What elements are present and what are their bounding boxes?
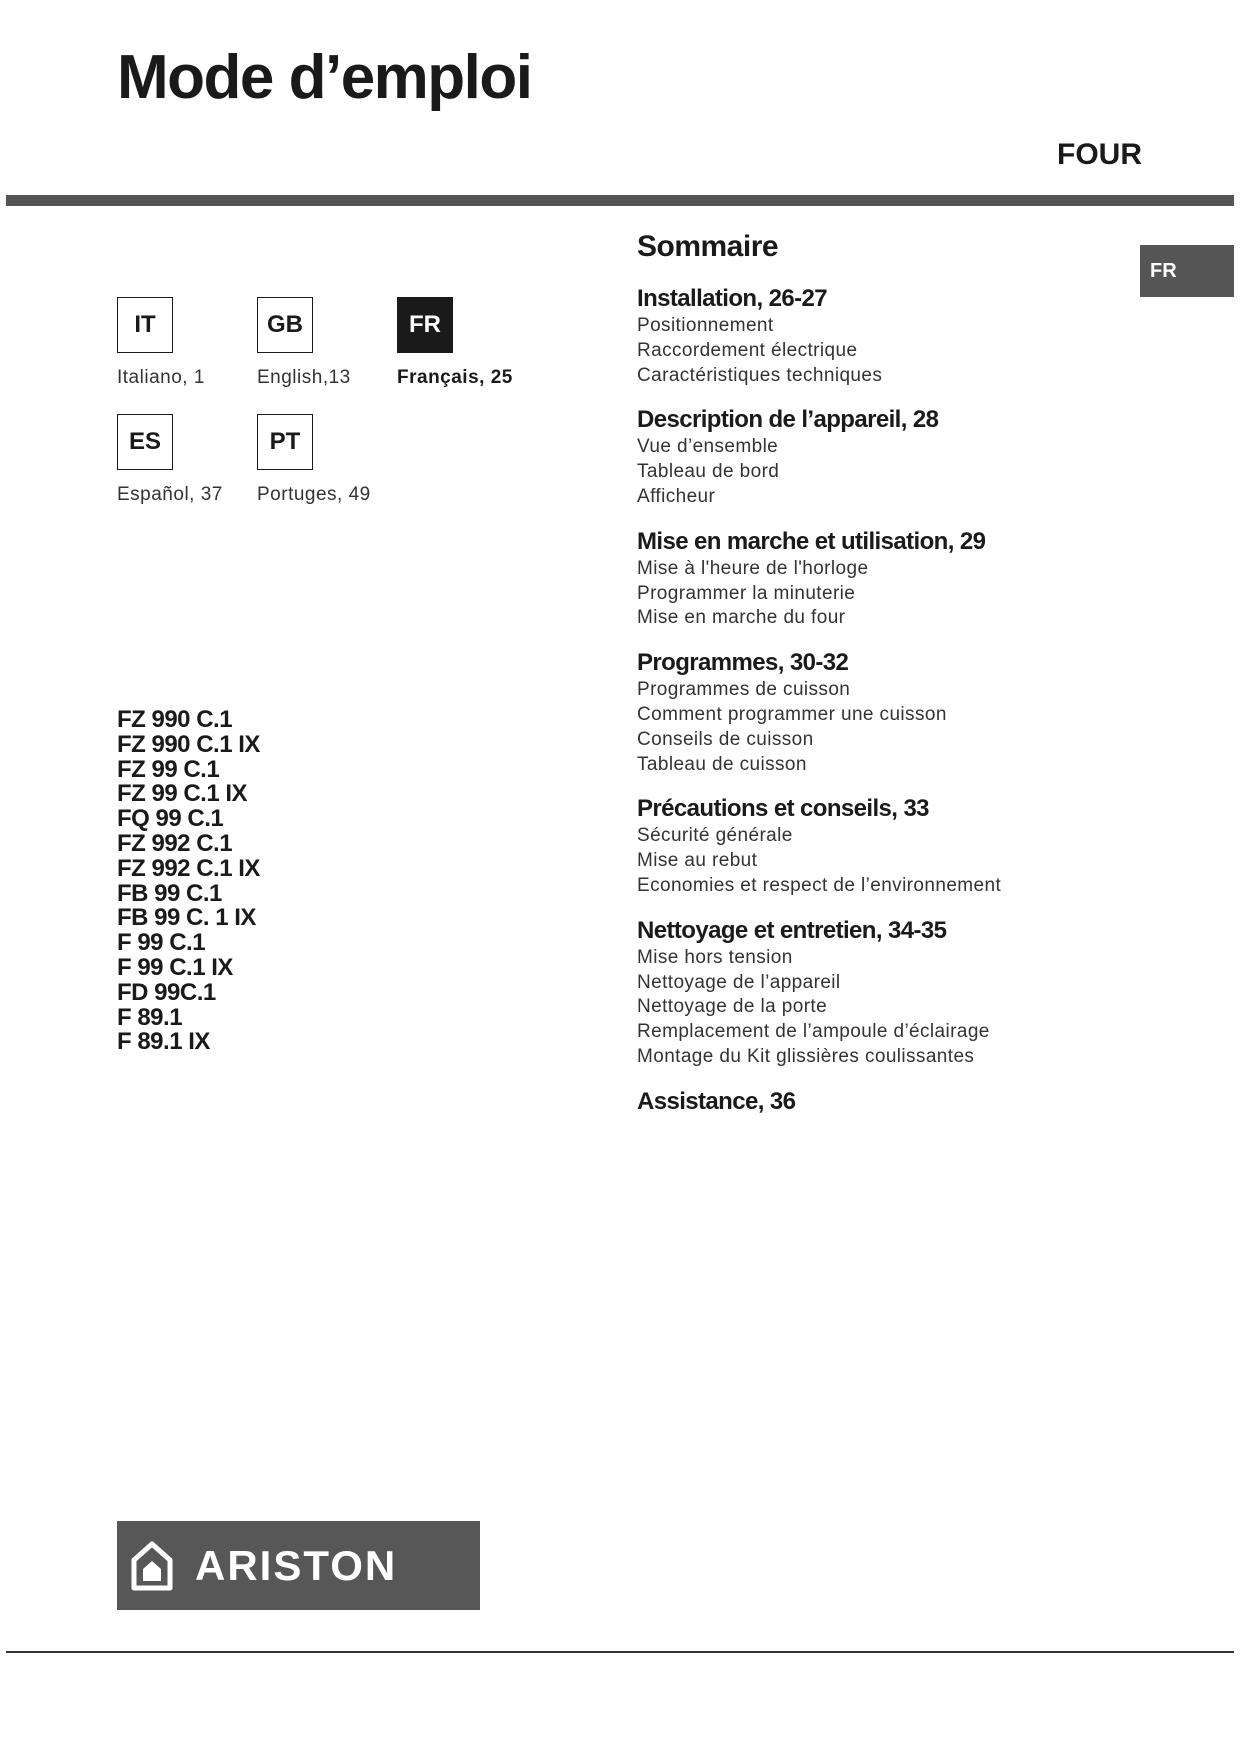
language-option-gb[interactable] bbox=[257, 297, 407, 389]
language-option-pt[interactable] bbox=[257, 414, 407, 506]
toc-section-title[interactable]: Installation, 26-27 bbox=[637, 285, 827, 312]
language-option-es[interactable] bbox=[117, 414, 267, 506]
language-code-box[interactable]: IT bbox=[117, 297, 173, 353]
language-option-it[interactable] bbox=[117, 297, 267, 389]
toc-item[interactable]: Montage du Kit glissières coulissantes bbox=[637, 1045, 975, 1067]
model-item: FD 99C.1 bbox=[117, 978, 216, 1006]
language-code-box[interactable]: ES bbox=[117, 414, 173, 470]
toc-item[interactable]: Tableau de cuisson bbox=[637, 753, 807, 775]
toc-item[interactable]: Mise au rebut bbox=[637, 850, 758, 872]
language-tab: FR bbox=[1140, 245, 1234, 297]
language-label: Español, 37 bbox=[117, 484, 223, 505]
model-item: FZ 99 C.1 IX bbox=[117, 780, 248, 808]
toc-section bbox=[637, 405, 1117, 509]
language-code-box[interactable]: FR bbox=[397, 297, 453, 353]
toc-section-title[interactable]: Description de l’appareil, 28 bbox=[637, 406, 939, 434]
toc-item[interactable]: Vue d’ensemble bbox=[637, 436, 779, 458]
toc-item[interactable]: Mise hors tension bbox=[637, 946, 793, 968]
model-item: F 89.1 IX bbox=[117, 1028, 210, 1056]
toc-section-title[interactable]: Mise en marche et utilisation, 29 bbox=[637, 527, 986, 555]
header-divider bbox=[6, 195, 1234, 206]
toc-section bbox=[637, 527, 1117, 631]
model-list bbox=[117, 708, 260, 1055]
toc-item[interactable]: Conseils de cuisson bbox=[637, 728, 814, 750]
toc-item[interactable]: Tableau de bord bbox=[637, 461, 780, 483]
toc-section bbox=[637, 1087, 1117, 1117]
model-item: FZ 990 C.1 bbox=[117, 706, 233, 733]
model-item: FB 99 C.1 bbox=[117, 879, 222, 907]
model-item: FQ 99 C.1 bbox=[117, 805, 224, 833]
model-item: FZ 992 C.1 bbox=[117, 829, 233, 857]
toc-item[interactable]: Programmes de cuisson bbox=[637, 679, 851, 701]
model-item: FB 99 C. 1 IX bbox=[117, 904, 256, 932]
toc-sections bbox=[637, 284, 1117, 1117]
toc-item[interactable]: Economies et respect de l’environnement bbox=[637, 874, 1002, 896]
toc-item[interactable]: Afficheur bbox=[637, 485, 716, 507]
language-label: English,13 bbox=[257, 367, 351, 388]
table-of-contents bbox=[637, 230, 1117, 1134]
toc-item[interactable]: Caractéristiques techniques bbox=[637, 364, 883, 386]
toc-section bbox=[637, 794, 1117, 898]
toc-section-title[interactable]: Nettoyage et entretien, 34-35 bbox=[637, 916, 947, 944]
house-icon bbox=[131, 1541, 173, 1591]
language-label: Portuges, 49 bbox=[257, 484, 371, 505]
language-code-box[interactable]: PT bbox=[257, 414, 313, 470]
page-title: Mode d’emploi bbox=[117, 43, 532, 112]
toc-section-title[interactable]: Précautions et conseils, 33 bbox=[637, 795, 929, 823]
ariston-logo bbox=[117, 1521, 480, 1610]
language-label: Français, 25 bbox=[397, 367, 513, 388]
toc-item[interactable]: Sécurité générale bbox=[637, 825, 793, 847]
model-item: F 99 C.1 IX bbox=[117, 953, 233, 981]
toc-section-title[interactable]: Programmes, 30-32 bbox=[637, 649, 849, 677]
product-type: FOUR bbox=[1057, 138, 1142, 171]
model-item: FZ 992 C.1 IX bbox=[117, 854, 260, 882]
toc-item[interactable]: Positionnement bbox=[637, 315, 774, 336]
model-item: FZ 99 C.1 bbox=[117, 755, 220, 783]
toc-section-title[interactable]: Assistance, 36 bbox=[637, 1087, 796, 1115]
toc-item[interactable]: Nettoyage de la porte bbox=[637, 996, 828, 1018]
model-item: F 89.1 bbox=[117, 1003, 183, 1031]
model-item: FZ 990 C.1 IX bbox=[117, 730, 260, 758]
toc-item[interactable]: Mise en marche du four bbox=[637, 607, 846, 629]
footer-divider bbox=[6, 1651, 1234, 1653]
toc-item[interactable]: Raccordement électrique bbox=[637, 339, 858, 361]
model-item: F 99 C.1 bbox=[117, 929, 206, 957]
toc-item[interactable]: Remplacement de l’ampoule d’éclairage bbox=[637, 1021, 990, 1043]
toc-item[interactable]: Nettoyage de l’appareil bbox=[637, 971, 841, 993]
brand-name: ARISTON bbox=[195, 1541, 398, 1589]
language-code-box[interactable]: GB bbox=[257, 297, 313, 353]
toc-heading: Sommaire bbox=[637, 230, 779, 263]
toc-item[interactable]: Programmer la minuterie bbox=[637, 582, 856, 604]
toc-item[interactable]: Comment programmer une cuisson bbox=[637, 703, 947, 725]
toc-section bbox=[637, 284, 1117, 388]
toc-section bbox=[637, 916, 1117, 1070]
language-option-fr[interactable] bbox=[397, 297, 547, 389]
toc-section bbox=[637, 648, 1117, 777]
toc-item[interactable]: Mise à l'heure de l'horloge bbox=[637, 557, 869, 579]
language-label: Italiano, 1 bbox=[117, 367, 205, 388]
